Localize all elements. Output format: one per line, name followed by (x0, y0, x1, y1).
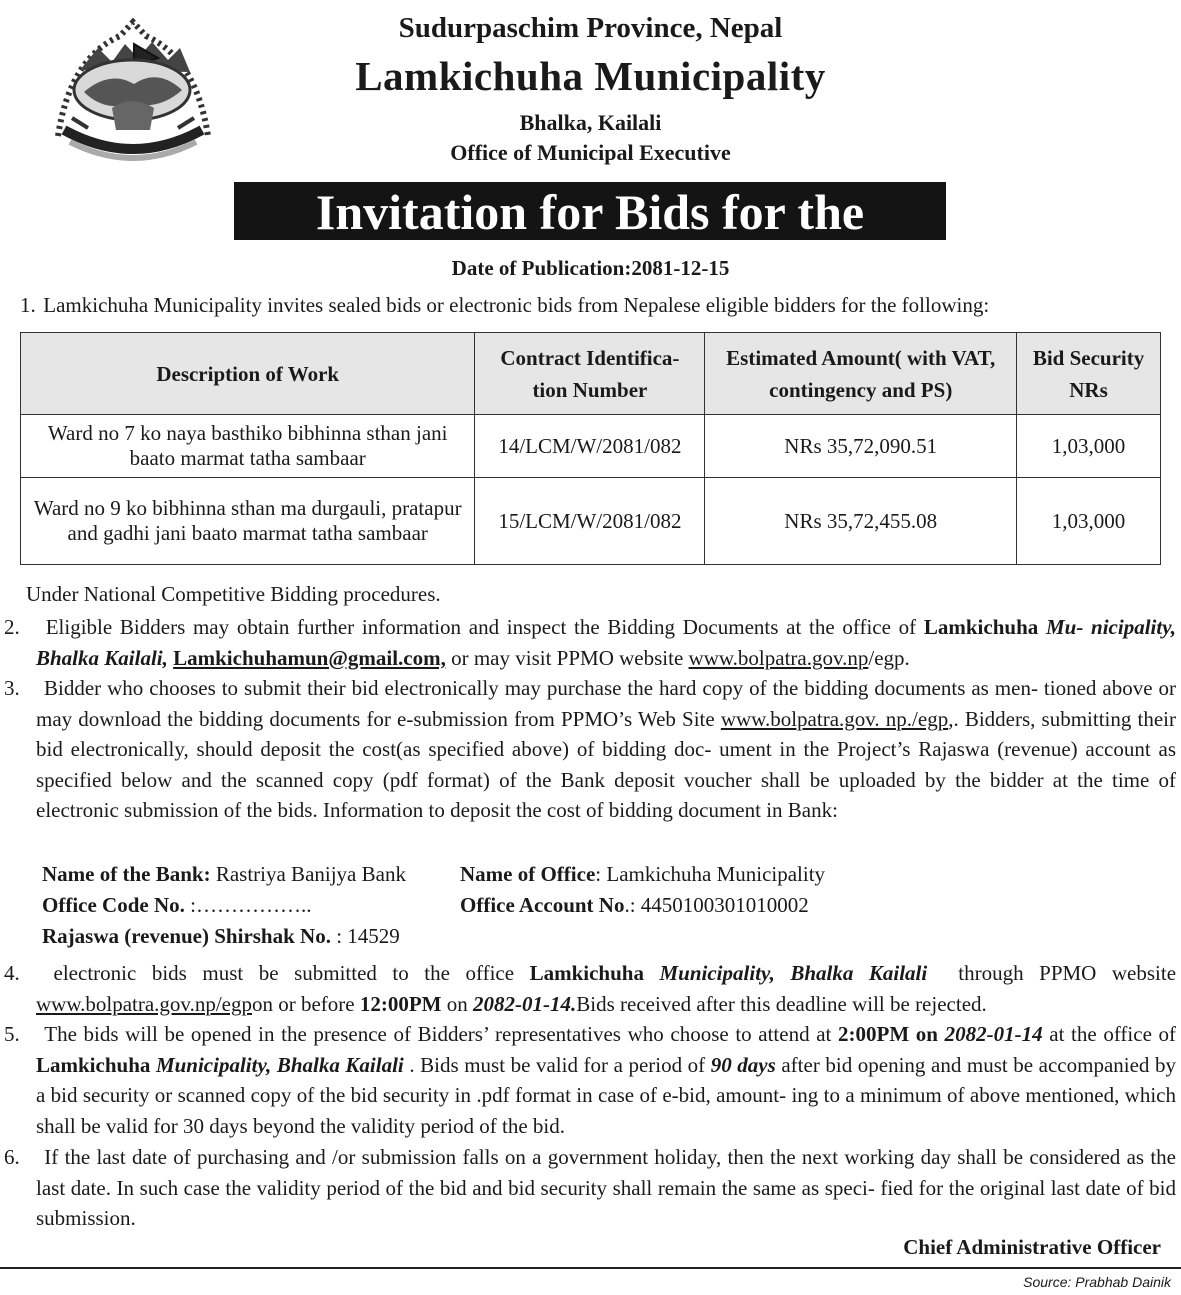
office-code-label: Office Code No. (42, 893, 185, 917)
clause-text: on (446, 991, 468, 1016)
website-link[interactable]: www.bolpatra.gov.np (688, 645, 869, 670)
clause-4 (4, 958, 1177, 1019)
clause-text: . Bids must be valid for a period of (409, 1052, 706, 1077)
clause-1-text: Lamkichuha Municipality invites sealed bids or electronic bids from Nepalese eligible bidders for the following: (43, 293, 990, 317)
municipality-bold: Lamkichuha (36, 1052, 151, 1077)
office-name: Office of Municipal Executive (450, 140, 731, 165)
notice-title-banner: Invitation for Bids for the (234, 182, 946, 240)
municipality-location: Bhalka, Kailali (519, 110, 662, 135)
opening-date: 2082-01-14 (944, 1022, 1043, 1046)
procedure-note: Under National Competitive Bidding procedures. (26, 582, 441, 606)
clause-text: electronic bids must be submitted to the office (53, 961, 515, 985)
clause-2 (4, 612, 1176, 673)
clause-3 (4, 673, 1177, 826)
clause-number: 6. (4, 1145, 20, 1169)
clause-6 (4, 1142, 1176, 1234)
bank-name (42, 862, 406, 887)
clause-number: 1. (20, 293, 36, 317)
clause-1 (20, 290, 1160, 321)
publication-date-value: 2081-12-15 (631, 256, 730, 280)
clause-text: If the last date of purchasing and /or submission falls on a government holiday, then the next working day shall be considered as the last date. In such case the validity period of the bid and bid security shall remain the same as speci- fied for the original last date of bid submission. (36, 1145, 1176, 1230)
clause-text: Eligible Bidders may obtain further information and inspect the Bidding Documents at the office of (45, 615, 917, 639)
work-description: Ward no 9 ko bibhinna sthan ma durgauli, pratapur and gadhi jani baato marmat tatha sambaar (21, 478, 475, 565)
municipality-bold: Lamkichuha (923, 615, 1039, 639)
website-link[interactable]: www.bolpatra.gov. np./egp (720, 706, 949, 731)
contract-id: 15/LCM/W/2081/082 (475, 478, 705, 565)
clause-text: /egp. (868, 645, 910, 670)
bid-items-table (20, 332, 1161, 565)
clause-text: ,. Bidders, submitting their bid electronically, should deposit the cost(as specified above) of bidding doc- ument in the Project’s Rajaswa (revenue) account as specified below and the scanned copy (pdf format) of the Bank deposit voucher shall be uploaded by the bidder at the time of electronic submission of the bids. Information to deposit the cost of bidding document in Bank: (36, 706, 1177, 822)
rajaswa-shirshak-label: Rajaswa (revenue) Shirshak No. (42, 924, 331, 948)
clause-text: Bids received after this deadline will be rejected. (576, 991, 987, 1016)
bid-validity: 90 days (710, 1052, 776, 1077)
municipality-bold: Lamkichuha (529, 961, 644, 985)
publication-date (0, 256, 1181, 281)
office-name-label: Name of Office (460, 862, 596, 886)
office-code-value: :…………….. (190, 893, 312, 917)
clause-text: Bidder who chooses to submit their bid electronically may purchase the hard copy of the bidding documents as men- tioned above or may download the bidding documents for e-submission from PPMO’s Web Site (36, 676, 1177, 731)
contract-id: 14/LCM/W/2081/082 (475, 415, 705, 478)
work-description: Ward no 7 ko naya basthiko bibhinna sthan jani baato marmat tatha sambaar (21, 415, 475, 478)
column-header-estimated-amount: Estimated Amount( with VAT, contingency and PS) (705, 333, 1017, 415)
clause-number: 4. (4, 961, 20, 985)
estimated-amount: NRs 35,72,090.51 (705, 415, 1017, 478)
clause-text: at the office of (1049, 1022, 1177, 1046)
clause-text: The bids will be opened in the presence of Bidders’ representatives who choose to attend at (44, 1022, 832, 1046)
province-name: Sudurpaschim Province, Nepal (398, 12, 783, 44)
office-account-value: .: 4450100301010002 (624, 893, 809, 917)
column-header-bid-security: Bid Security NRs (1017, 333, 1161, 415)
office-name (460, 862, 825, 887)
municipality-italic: Municipality, Bhalka Kailali (659, 961, 928, 985)
table-row (21, 478, 1161, 565)
clause-number: 5. (4, 1022, 20, 1046)
municipality-italic: Municipality, Bhalka Kailali (155, 1052, 404, 1077)
rajaswa-shirshak-value: : 14529 (336, 924, 400, 948)
divider (0, 1267, 1181, 1269)
clause-text: on or before (251, 991, 355, 1016)
table-row (21, 415, 1161, 478)
bank-name-value: Rastriya Banijya Bank (215, 862, 406, 886)
office-account (460, 893, 809, 918)
website-link[interactable]: www.bolpatra.gov.np/egp (36, 991, 252, 1016)
office-account-label: Office Account No (460, 893, 625, 917)
clause-5 (4, 1019, 1177, 1141)
municipality-italic: Mu- nicipality, Bhalka Kailali, (36, 615, 1176, 670)
office-name-value: : Lamkichuha Municipality (595, 862, 826, 886)
email-link[interactable]: Lamkichuhamun@gmail.com, (173, 645, 446, 670)
publication-date-label: Date of Publication: (451, 256, 632, 280)
clause-text: through PPMO website (958, 961, 1177, 985)
estimated-amount: NRs 35,72,455.08 (705, 478, 1017, 565)
bid-security: 1,03,000 (1017, 478, 1161, 565)
clause-number: 3. (4, 676, 20, 700)
column-header-contract-id: Contract Identifica- tion Number (475, 333, 705, 415)
office-code (42, 893, 311, 918)
clause-number: 2. (4, 615, 20, 639)
clause-text: after bid opening and must be accompanied by a bid security or scanned copy of the bid security in .pdf format in case of e-bid, amount- ing to a minimum of above mentioned, which shall be valid for 30 days beyond the validity period of the bid. (36, 1052, 1176, 1138)
table-header-row (21, 333, 1161, 415)
column-header-description: Description of Work (21, 333, 475, 415)
municipality-name: Lamkichuha Municipality (355, 53, 826, 99)
bid-security: 1,03,000 (1017, 415, 1161, 478)
source-credit: Source: Prabhab Dainik (1023, 1274, 1171, 1290)
opening-time: 2:00PM on (838, 1022, 938, 1046)
signatory-title: Chief Administrative Officer (903, 1235, 1161, 1259)
clause-text: or may visit PPMO website (451, 645, 684, 670)
deadline-time: 12:00PM (359, 991, 442, 1016)
rajaswa-shirshak (42, 924, 400, 949)
deadline-date: 2082-01-14. (473, 991, 577, 1016)
bank-name-label: Name of the Bank: (42, 862, 211, 886)
